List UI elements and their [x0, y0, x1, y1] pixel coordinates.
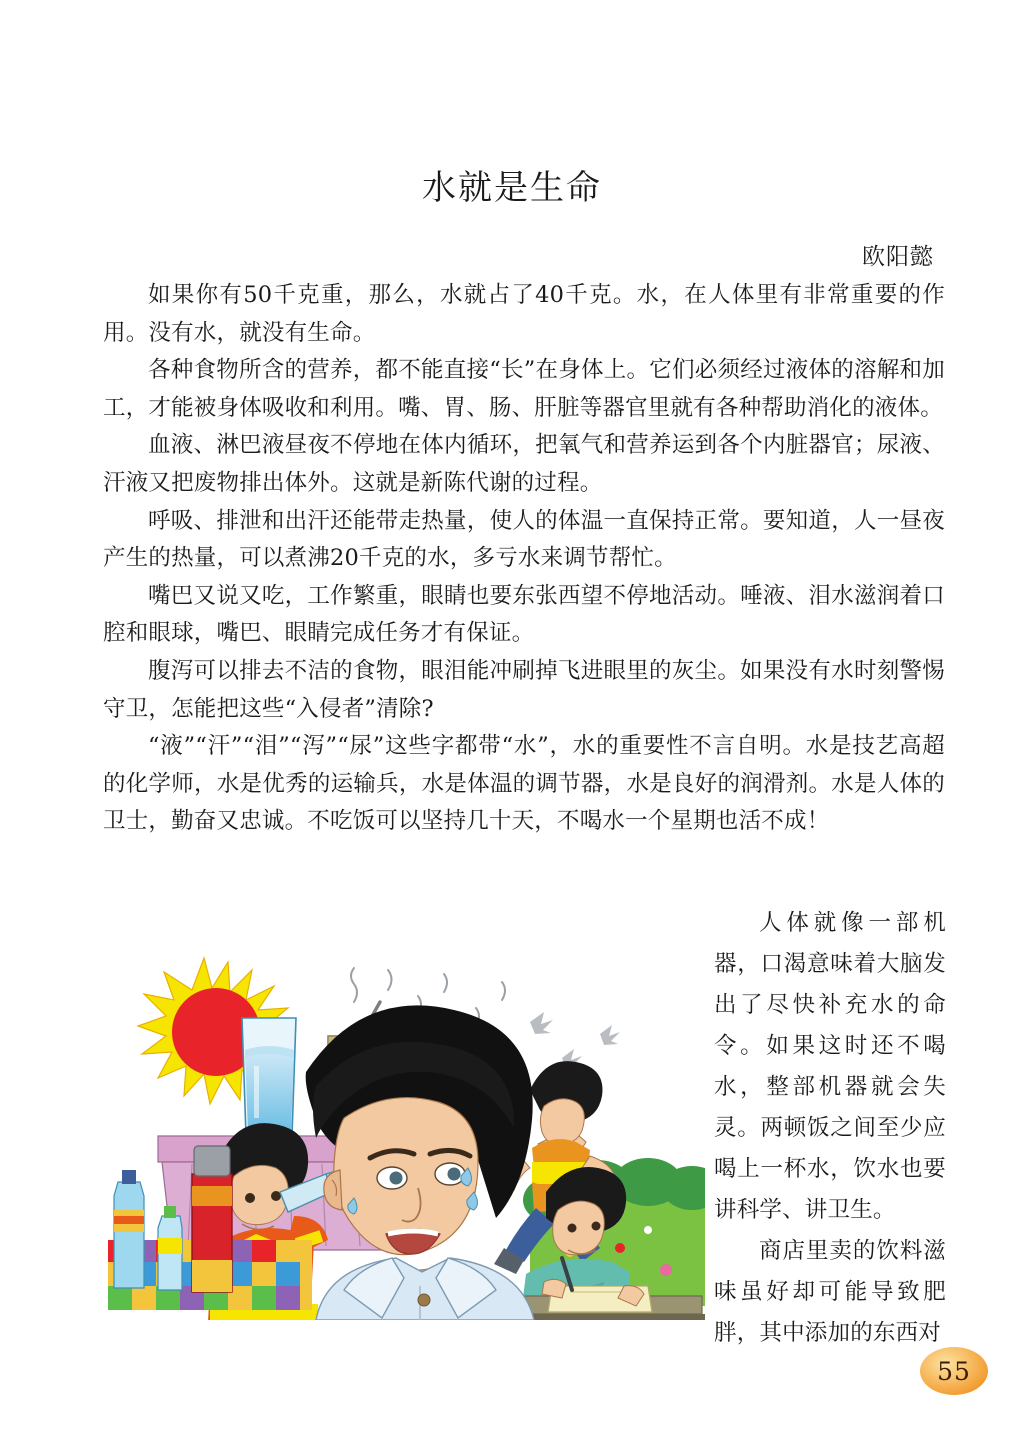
- paragraph-3: 血液、淋巴液昼夜不停地在体内循环，把氧气和营养运到各个内脏器官；尿液、汗液又把废物排出体外。这就是新陈代谢的过程。: [103, 432, 945, 496]
- paragraph-1: 如果你有50千克重，那么，水就占了40千克。水，在人体里有非常重要的作用。没有水，就没有生命。: [103, 282, 945, 346]
- red-thermos: [192, 1146, 232, 1292]
- author-byline: 欧阳懿: [862, 244, 934, 270]
- paragraph-4: 呼吸、排泄和出汗还能带走热量，使人的体温一直保持正常。要知道，人一昼夜产生的热量，可以煮沸20千克的水，多亏水来调节帮忙。: [103, 507, 945, 572]
- paragraph-5: 嘴巴又说又吃，工作繁重，眼睛也要东张西望不停地活动。唾液、泪水滋润着口腔和眼球，嘴巴、眼睛完成任务才有保证。: [103, 582, 945, 647]
- side-paragraph-1: 人体就像一部机器，口渴意味着大脑发出了尽快补充水的命令。如果这时还不喝水，整部机器就会失灵。两顿饭之间至少应喝上一杯水，饮水也要讲科学、讲卫生。: [714, 910, 946, 1223]
- page-number-text: 55: [937, 1356, 971, 1386]
- side-paragraph-2: 商店里卖的饮料滋味虽好却可能导致肥胖，其中添加的东西对: [714, 1238, 946, 1346]
- bottle-small: [158, 1206, 182, 1290]
- paragraph-6: 腹泻可以排去不洁的食物，眼泪能冲刷掉飞进眼里的灰尘。如果没有水时刻警惕守卫，怎能把这些“入侵者”清除?: [103, 657, 945, 722]
- side-column-text: [714, 903, 946, 1354]
- paragraph-2: 各种食物所含的营养，都不能直接“长”在身体上。它们必须经过液体的溶解和加工，才能被身体吸收和利用。嘴、胃、肠、肝脏等器官里就有各种帮助消化的液体。: [103, 357, 945, 421]
- bottle-large: [114, 1170, 144, 1288]
- page-title: 水就是生命: [422, 168, 602, 208]
- paragraph-7: “液”“汗”“泪”“泻”“尿”这些字都带“水”，水的重要性不言自明。水是技艺高超的化学师，水是优秀的运输兵，水是体温的调节器，水是良好的润滑剂。水是人体的卫士，勤奋又忠诚。不吃饭可以坚持几十天，不喝水一个星期也活不成！: [103, 733, 945, 835]
- illustration: [100, 930, 705, 1320]
- water-glass-icon: [242, 1018, 296, 1136]
- article-body: [103, 277, 945, 841]
- page-number-badge: [920, 1347, 988, 1395]
